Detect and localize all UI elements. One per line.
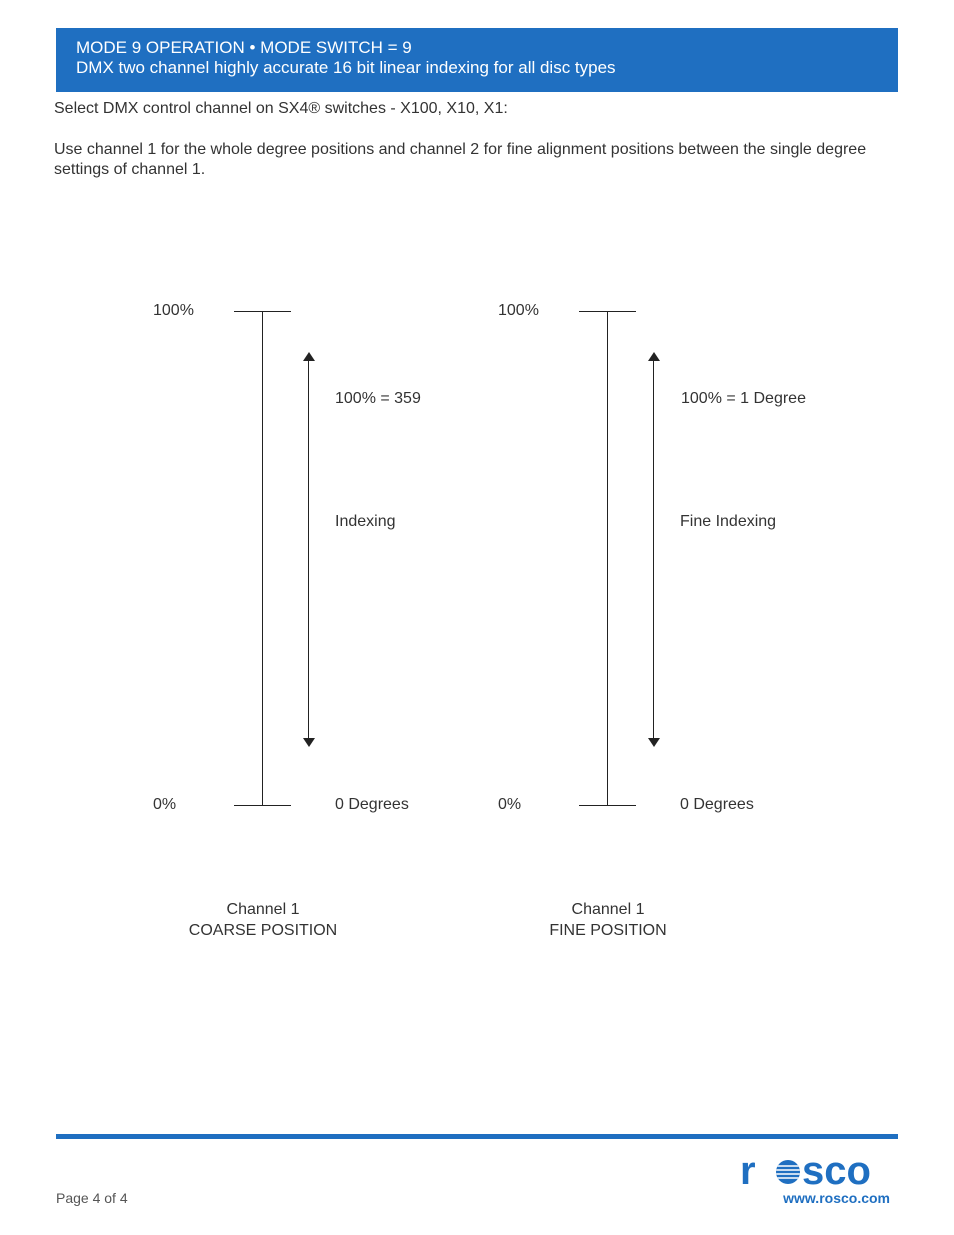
header-title: MODE 9 OPERATION • MODE SWITCH = 9 (76, 38, 412, 57)
coarse-range-arrow-shaft (308, 359, 309, 739)
fine-caption-title: FINE POSITION (549, 922, 667, 939)
fine-mid-label: Fine Indexing (680, 513, 777, 530)
coarse-caption-title: COARSE POSITION (188, 922, 338, 939)
globe-icon (776, 1160, 800, 1184)
channel-usage-paragraph: Use channel 1 for the whole degree positions and channel 2 for fine alignment positions between the single degree settings of channel 1. (54, 141, 867, 178)
coarse-caption-channel: Channel 1 (226, 901, 300, 918)
arrow-up-icon (648, 352, 660, 361)
coarse-mid-label: Indexing (335, 513, 396, 530)
fine-bottom-tick (579, 805, 636, 806)
website-link[interactable]: www.rosco.com (783, 1190, 890, 1206)
coarse-zero-label: 0 Degrees (335, 796, 409, 813)
coarse-bottom-tick (234, 805, 291, 806)
fine-scale-line (607, 311, 608, 806)
coarse-range-label: 100% = 359 (335, 390, 421, 407)
fine-caption-channel: Channel 1 (571, 901, 645, 918)
instruction-paragraph: Select DMX control channel on SX4® switches - X100, X10, X1: (54, 100, 508, 117)
coarse-top-label: 100% (153, 302, 194, 319)
arrow-down-icon (648, 738, 660, 747)
fine-range-label: 100% = 1 Degree (681, 390, 806, 407)
coarse-caption (173, 899, 353, 941)
svg-text:r: r (740, 1150, 756, 1190)
svg-text:sco: sco (802, 1150, 871, 1190)
header-subtitle: DMX two channel highly accurate 16 bit linear indexing for all disc types (76, 58, 616, 77)
arrow-up-icon (303, 352, 315, 361)
page-number: Page 4 of 4 (56, 1190, 128, 1206)
footer-rule (56, 1134, 898, 1139)
fine-top-label: 100% (498, 302, 539, 319)
fine-range-arrow-shaft (653, 359, 654, 739)
rosco-logo (740, 1150, 900, 1190)
fine-caption (518, 899, 698, 941)
coarse-bottom-label: 0% (153, 796, 177, 813)
fine-bottom-label: 0% (498, 796, 522, 813)
coarse-scale-line (262, 311, 263, 806)
arrow-down-icon (303, 738, 315, 747)
fine-zero-label: 0 Degrees (680, 796, 754, 813)
section-header (56, 28, 898, 92)
